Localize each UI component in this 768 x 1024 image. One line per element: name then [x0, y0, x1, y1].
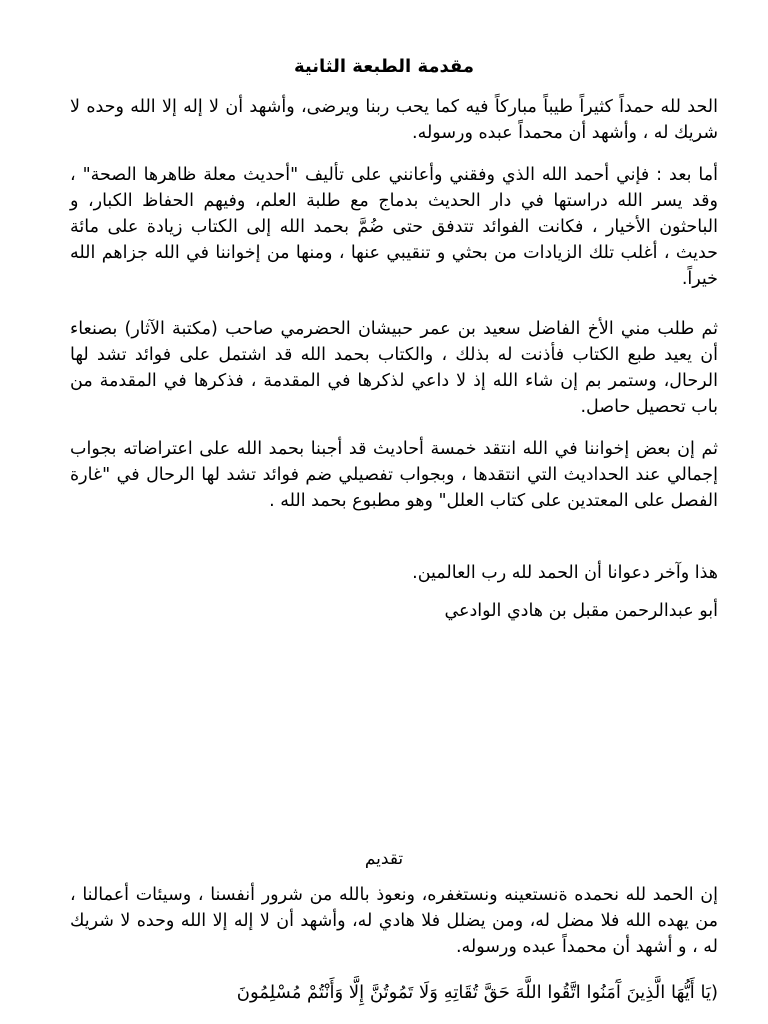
preface-paragraph-reprint: ثم طلب مني الأخ الفاضل سعيد بن عمر حبيشان الحضرمي صاحب (مكتبة الآثار) بصنعاء أن يعيد طبع الكتاب فأذنت له بذلك ، والكتاب بحمد الله قد اشتمل على فوائد تشد لها الرحال، وستمر بم إن شاء الله إذ لا داعي لذكرها في المقدمة ، فذكرها في المقدمة من باب تحصيل حاصل. — [70, 319, 718, 417]
preface-paragraph-authoring: أما بعد : فإني أحمد الله الذي وفقني وأعانني على تأليف "أحديث معلة ظاهرها الصحة" ، وقد يسر الله دراستها في دار الحديث بدماج مع طلبة العلم، وفيهم الحفاظ الكبار، و الباحثون الأخيار ، فكانت الفوائد تتدفق حتى ضُمَّ بحمد الله إلى الكتاب زيادة على مائة حديث ، أغلب تلك الزيادات من بحثي و تنقيبي عنها ، ومنها من إخواننا في الله جزاهم الله خيراً. — [70, 165, 718, 289]
preface-paragraph-praise: الحد لله حمداً كثيراً طيباً مباركاً فيه كما يحب ربنا ويرضى، وأشهد أن لا إله إلا الله وحده لا شريك له ، وأشهد أن محمداً عبده ورسوله. — [70, 97, 718, 143]
preface-paragraph-criticism: ثم إن بعض إخواننا في الله انتقد خمسة أحاديث قد أجبنا بحمد الله على اعتراضاته بجواب إجمالي عند الحداديث التي انتقدها ، وبجواب تفصيلي ضم فوائد تشد لها الرحال في "غارة الفصل على المعتدين على كتاب العلل" وهو مطبوع بحمد الله . — [70, 439, 718, 511]
preface-paragraph-closing: هذا وآخر دعوانا أن الحمد لله رب العالمين. — [412, 563, 718, 583]
quran-verse: (يَا أَيُّهَا الَّذِينَ آَمَنُوا اتَّقُوا اللَّهَ حَقَّ تُقَاتِهِ وَلَا تَمُوتُنَّ إِلَّا وَأَنْتُمْ مُسْلِمُونَ — [236, 982, 718, 1003]
preface-signature: أبو عبدالرحمن مقبل بن هادي الوادعي — [444, 601, 718, 621]
intro-paragraph: إن الحمد لله نحمده ةنستعينه ونستغفره، ونعوذ بالله من شرور أنفسنا ، وسيئات أعمالنا ، من يهده الله فلا مضل له، ومن يضلل فلا هادي له، وأشهد أن لا إله إلا الله وحده لا شريك له ، و أشهد أن محمداً عبده ورسوله. — [70, 885, 718, 957]
intro-title: تقديم — [364, 849, 404, 869]
preface-title: مقدمة الطبعة الثانية — [293, 56, 475, 77]
